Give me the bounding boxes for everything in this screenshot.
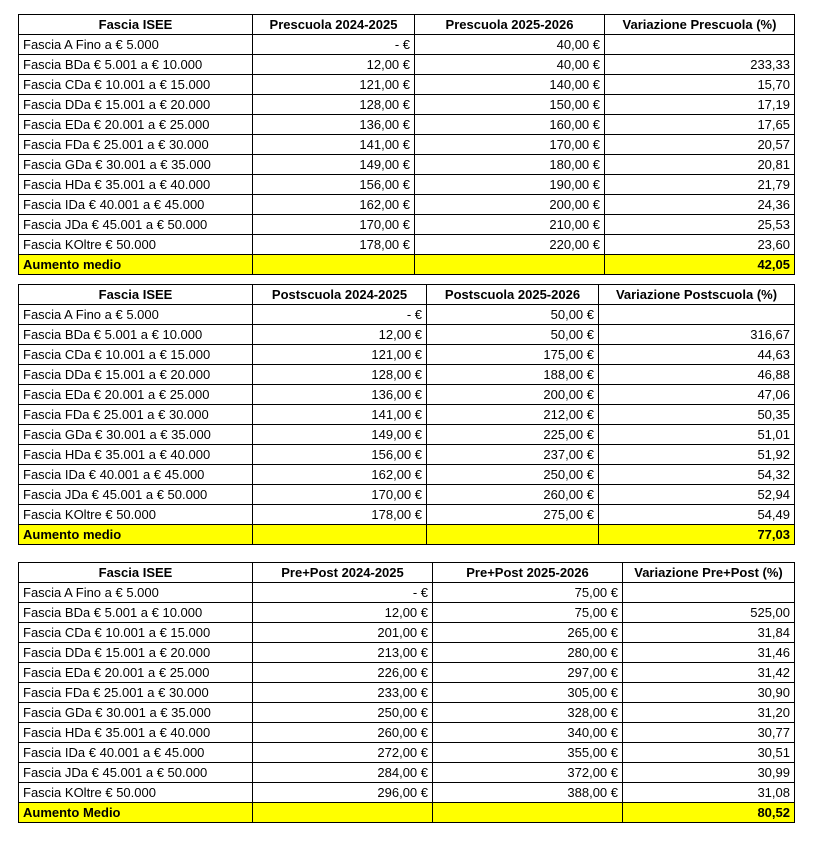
prev-year-cell: 12,00 € [253,55,415,75]
fascia-cell: Fascia CDa € 10.001 a € 15.000 [19,345,253,365]
header-next-year: Prescuola 2025-2026 [415,15,605,35]
fascia-cell: Fascia A Fino a € 5.000 [19,583,253,603]
prev-year-cell: 178,00 € [253,505,427,525]
average-increase-row [19,525,795,545]
next-year-cell: 328,00 € [433,703,623,723]
fascia-cell: Fascia IDa € 40.001 a € 45.000 [19,195,253,215]
header-prev-year: Postscuola 2024-2025 [253,285,427,305]
table-row [19,583,795,603]
fascia-cell: Fascia KOltre € 50.000 [19,783,253,803]
prev-year-cell: 272,00 € [253,743,433,763]
variation-cell: 17,19 [605,95,795,115]
table-row [19,55,795,75]
prev-year-cell: 213,00 € [253,643,433,663]
variation-cell: 52,94 [599,485,795,505]
total-value: 42,05 [605,255,795,275]
table-row [19,155,795,175]
table-row [19,35,795,55]
table-row [19,235,795,255]
table-row [19,175,795,195]
header-prev-year: Pre+Post 2024-2025 [253,563,433,583]
variation-cell: 31,84 [623,623,795,643]
prev-year-cell: - € [253,583,433,603]
total-label: Aumento medio [19,255,253,275]
variation-cell: 44,63 [599,345,795,365]
prev-year-cell: 284,00 € [253,763,433,783]
fascia-cell: Fascia KOltre € 50.000 [19,505,253,525]
next-year-cell: 170,00 € [415,135,605,155]
table-row [19,743,795,763]
prev-year-cell: - € [253,35,415,55]
header-next-year: Postscuola 2025-2026 [427,285,599,305]
variation-cell: 25,53 [605,215,795,235]
pre-post-table [18,562,795,823]
fascia-cell: Fascia FDa € 25.001 a € 30.000 [19,683,253,703]
variation-cell: 23,60 [605,235,795,255]
table-row [19,783,795,803]
table-row [19,723,795,743]
next-year-cell: 200,00 € [415,195,605,215]
postscuola-table [18,284,795,545]
variation-cell: 17,65 [605,115,795,135]
prev-year-cell: 170,00 € [253,215,415,235]
prev-year-cell: 149,00 € [253,155,415,175]
fascia-cell: Fascia A Fino a € 5.000 [19,35,253,55]
table-row [19,465,795,485]
variation-cell: 50,35 [599,405,795,425]
variation-cell: 30,51 [623,743,795,763]
variation-cell: 525,00 [623,603,795,623]
table-row [19,643,795,663]
variation-cell [605,35,795,55]
table-row [19,305,795,325]
next-year-cell: 275,00 € [427,505,599,525]
variation-cell: 316,67 [599,325,795,345]
table-header-row [19,563,795,583]
total-label: Aumento medio [19,525,253,545]
header-prev-year: Prescuola 2024-2025 [253,15,415,35]
next-year-cell: 160,00 € [415,115,605,135]
fascia-cell: Fascia JDa € 45.001 a € 50.000 [19,485,253,505]
fascia-cell: Fascia JDa € 45.001 a € 50.000 [19,763,253,783]
variation-cell [623,583,795,603]
fascia-cell: Fascia DDa € 15.001 a € 20.000 [19,365,253,385]
fascia-cell: Fascia EDa € 20.001 a € 25.000 [19,115,253,135]
table-row [19,485,795,505]
next-year-cell: 50,00 € [427,305,599,325]
header-variation: Variazione Pre+Post (%) [623,563,795,583]
prev-year-cell: 156,00 € [253,175,415,195]
next-year-cell: 220,00 € [415,235,605,255]
fascia-cell: Fascia CDa € 10.001 a € 15.000 [19,623,253,643]
table-row [19,405,795,425]
fascia-cell: Fascia CDa € 10.001 a € 15.000 [19,75,253,95]
prev-year-cell: 170,00 € [253,485,427,505]
next-year-cell: 40,00 € [415,55,605,75]
next-year-cell: 305,00 € [433,683,623,703]
next-year-cell: 237,00 € [427,445,599,465]
next-year-cell: 75,00 € [433,603,623,623]
fascia-cell: Fascia GDa € 30.001 a € 35.000 [19,155,253,175]
variation-cell: 54,49 [599,505,795,525]
variation-cell [599,305,795,325]
table-row [19,445,795,465]
next-year-cell: 260,00 € [427,485,599,505]
table-row [19,425,795,445]
table-header-row [19,15,795,35]
table-row [19,365,795,385]
next-year-cell: 180,00 € [415,155,605,175]
prev-year-cell: 260,00 € [253,723,433,743]
table-row [19,385,795,405]
table-row [19,683,795,703]
next-year-cell: 190,00 € [415,175,605,195]
next-year-cell: 175,00 € [427,345,599,365]
variation-cell: 20,81 [605,155,795,175]
next-year-cell: 388,00 € [433,783,623,803]
variation-cell: 47,06 [599,385,795,405]
variation-cell: 51,01 [599,425,795,445]
variation-cell: 233,33 [605,55,795,75]
next-year-cell: 150,00 € [415,95,605,115]
prev-year-cell: 121,00 € [253,75,415,95]
prev-year-cell: 12,00 € [253,325,427,345]
variation-cell: 20,57 [605,135,795,155]
fascia-cell: Fascia JDa € 45.001 a € 50.000 [19,215,253,235]
next-year-cell: 372,00 € [433,763,623,783]
fascia-cell: Fascia DDa € 15.001 a € 20.000 [19,643,253,663]
table-row [19,763,795,783]
fascia-cell: Fascia FDa € 25.001 a € 30.000 [19,135,253,155]
table-row [19,195,795,215]
fascia-cell: Fascia IDa € 40.001 a € 45.000 [19,743,253,763]
prev-year-cell: 149,00 € [253,425,427,445]
variation-cell: 31,46 [623,643,795,663]
table-row [19,115,795,135]
average-increase-row [19,255,795,275]
prev-year-cell: 162,00 € [253,195,415,215]
table-row [19,75,795,95]
header-variation: Variazione Prescuola (%) [605,15,795,35]
header-fascia: Fascia ISEE [19,285,253,305]
next-year-cell: 75,00 € [433,583,623,603]
fascia-cell: Fascia DDa € 15.001 a € 20.000 [19,95,253,115]
table-row [19,135,795,155]
header-variation: Variazione Postscuola (%) [599,285,795,305]
prev-year-cell: 136,00 € [253,115,415,135]
variation-cell: 30,77 [623,723,795,743]
fascia-cell: Fascia HDa € 35.001 a € 40.000 [19,723,253,743]
prescuola-table [18,14,795,275]
next-year-cell: 340,00 € [433,723,623,743]
prev-year-cell: 128,00 € [253,365,427,385]
fascia-cell: Fascia BDa € 5.001 a € 10.000 [19,603,253,623]
table-row [19,703,795,723]
next-year-cell: 200,00 € [427,385,599,405]
fascia-cell: Fascia GDa € 30.001 a € 35.000 [19,703,253,723]
fascia-cell: Fascia A Fino a € 5.000 [19,305,253,325]
table-row [19,215,795,235]
variation-cell: 21,79 [605,175,795,195]
prev-year-cell: 233,00 € [253,683,433,703]
next-year-cell: 280,00 € [433,643,623,663]
table-row [19,505,795,525]
next-year-cell: 265,00 € [433,623,623,643]
next-year-cell: 250,00 € [427,465,599,485]
table-row [19,623,795,643]
prev-year-cell: 141,00 € [253,135,415,155]
next-year-cell: 50,00 € [427,325,599,345]
prev-year-cell: 162,00 € [253,465,427,485]
fascia-cell: Fascia BDa € 5.001 a € 10.000 [19,55,253,75]
header-fascia: Fascia ISEE [19,563,253,583]
variation-cell: 30,99 [623,763,795,783]
table-row [19,603,795,623]
next-year-cell: 210,00 € [415,215,605,235]
variation-cell: 31,20 [623,703,795,723]
fascia-cell: Fascia KOltre € 50.000 [19,235,253,255]
variation-cell: 31,08 [623,783,795,803]
prev-year-cell: 121,00 € [253,345,427,365]
average-increase-row [19,803,795,823]
total-label: Aumento Medio [19,803,253,823]
prev-year-cell: 128,00 € [253,95,415,115]
next-year-cell: 40,00 € [415,35,605,55]
fascia-cell: Fascia HDa € 35.001 a € 40.000 [19,445,253,465]
fascia-cell: Fascia BDa € 5.001 a € 10.000 [19,325,253,345]
next-year-cell: 355,00 € [433,743,623,763]
total-value: 77,03 [599,525,795,545]
fascia-cell: Fascia HDa € 35.001 a € 40.000 [19,175,253,195]
prev-year-cell: 12,00 € [253,603,433,623]
variation-cell: 31,42 [623,663,795,683]
variation-cell: 51,92 [599,445,795,465]
prev-year-cell: - € [253,305,427,325]
prev-year-cell: 141,00 € [253,405,427,425]
next-year-cell: 188,00 € [427,365,599,385]
fascia-cell: Fascia EDa € 20.001 a € 25.000 [19,663,253,683]
next-year-cell: 297,00 € [433,663,623,683]
variation-cell: 30,90 [623,683,795,703]
next-year-cell: 225,00 € [427,425,599,445]
fascia-cell: Fascia GDa € 30.001 a € 35.000 [19,425,253,445]
table-row [19,95,795,115]
fascia-cell: Fascia EDa € 20.001 a € 25.000 [19,385,253,405]
next-year-cell: 212,00 € [427,405,599,425]
variation-cell: 54,32 [599,465,795,485]
next-year-cell: 140,00 € [415,75,605,95]
total-value: 80,52 [623,803,795,823]
fascia-cell: Fascia FDa € 25.001 a € 30.000 [19,405,253,425]
header-next-year: Pre+Post 2025-2026 [433,563,623,583]
prev-year-cell: 178,00 € [253,235,415,255]
prev-year-cell: 226,00 € [253,663,433,683]
prev-year-cell: 136,00 € [253,385,427,405]
fascia-cell: Fascia IDa € 40.001 a € 45.000 [19,465,253,485]
table-row [19,345,795,365]
table-row [19,663,795,683]
prev-year-cell: 250,00 € [253,703,433,723]
variation-cell: 15,70 [605,75,795,95]
prev-year-cell: 296,00 € [253,783,433,803]
variation-cell: 46,88 [599,365,795,385]
header-fascia: Fascia ISEE [19,15,253,35]
table-header-row [19,285,795,305]
variation-cell: 24,36 [605,195,795,215]
table-row [19,325,795,345]
prev-year-cell: 201,00 € [253,623,433,643]
prev-year-cell: 156,00 € [253,445,427,465]
